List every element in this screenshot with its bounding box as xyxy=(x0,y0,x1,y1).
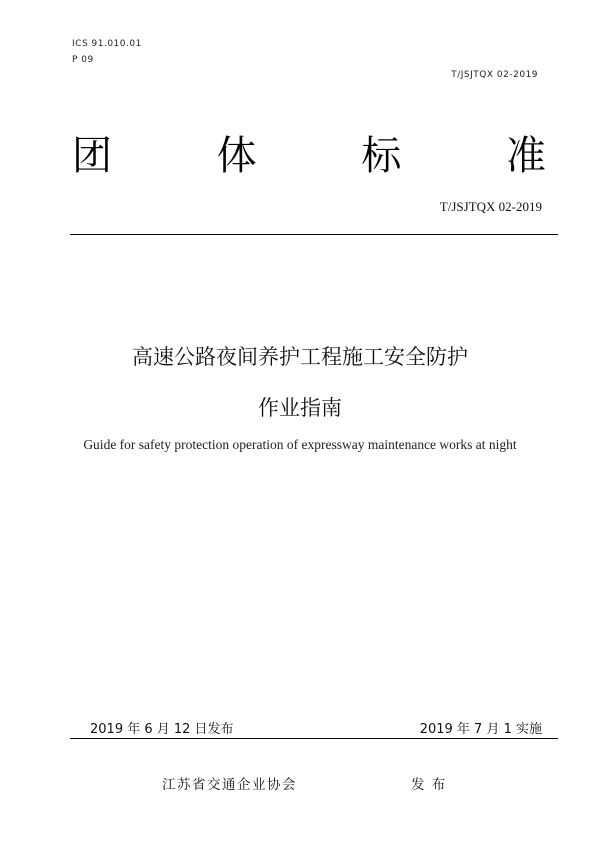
document-title-line2: 作业指南 xyxy=(258,396,342,420)
header-divider xyxy=(70,234,558,235)
document-title-line1: 高速公路夜间养护工程施工安全防护 xyxy=(132,345,468,369)
ics-code: ICS 91.010.01 xyxy=(72,39,142,49)
top-right-standard-code: T/JSJTQX 02-2019 xyxy=(451,70,538,80)
standard-type-char: 准 xyxy=(505,133,546,179)
ccs-code: P 09 xyxy=(72,55,94,65)
implementation-date: 2019 年 7 月 1 实施 xyxy=(419,722,542,737)
standard-type-char: 团 xyxy=(72,133,112,179)
english-title: Guide for safety protection operation of expressway maintenance works at night xyxy=(83,437,517,452)
publish-date: 2019 年 6 月 12 日发布 xyxy=(90,722,234,737)
publish-action: 发 布 xyxy=(411,777,447,793)
footer-divider xyxy=(70,738,558,739)
standard-type-heading xyxy=(72,132,546,180)
standard-type-char: 体 xyxy=(216,133,257,179)
standard-number: T/JSJTQX 02-2019 xyxy=(439,199,542,214)
standard-type-char: 标 xyxy=(361,133,402,179)
publisher-name: 江苏省交通企业协会 xyxy=(162,777,297,793)
